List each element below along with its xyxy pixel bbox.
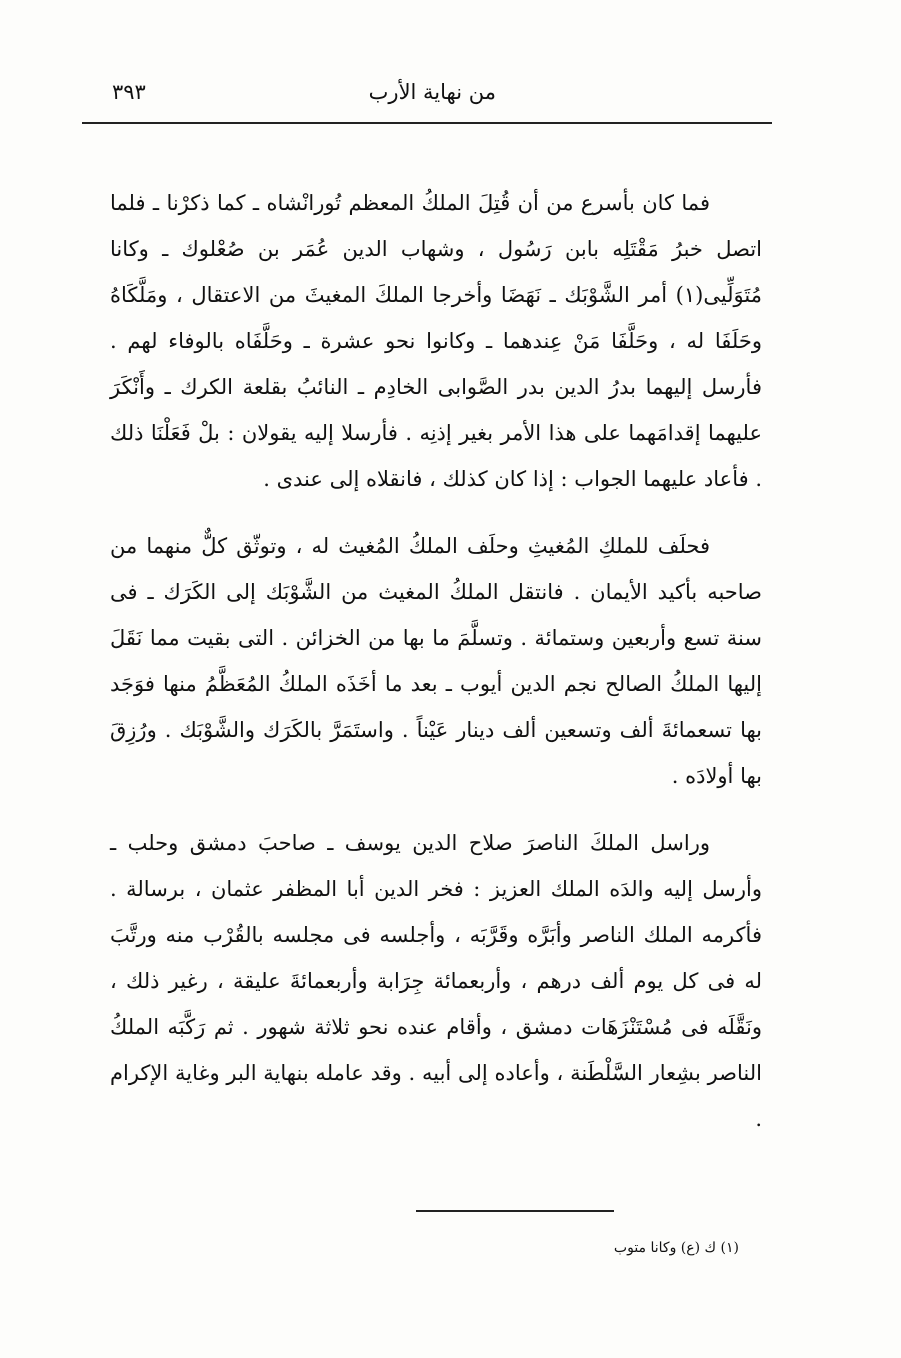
paragraph-2: فحلَف للملكِ المُغيثِ وحلَف الملكُ المُغيث له ، وتوثّق كلٌّ منهما من صاحبه بأكيد الأيمان . فانتقل الملكُ المغيث من الشَّوْبَك إلى الكَرَك ـ فى سنة تسع وأربعين وستمائة . وتسلَّمَ ما بها من الخزائن . التى بقيت مما نَقَلَ إليها الملكُ الصالح نجم الدين أيوب ـ بعد ما أخَذَه الملكُ المُعَظَّمُ منها فوَجَد بها تسعمائةَ ألف وتسعين ألف دينار عَيْناً . واستَمَرَّ بالكَرَك والشَّوْبَك . ورُزِقَ بها أولادَه . [110, 534, 762, 788]
running-head [112, 80, 772, 114]
footnote-rule [416, 1210, 614, 1212]
header-rule [82, 122, 772, 124]
footnote: (١) ك (ع) وكانا متوب [613, 1240, 739, 1256]
running-title: من نهاية الأرب [368, 80, 496, 104]
paragraph-1: فما كان بأسرع من أن قُتِلَ الملكُ المعظم تُورانْشاه ـ كما ذكرْنا ـ فلما اتصل خبرُ مَقْتَلِه بابن رَسُول ، وشهاب الدين عُمَر بن صُعْلوك ـ وكانا مُتَوَلِّيى(١) أمر الشَّوْبَك ـ نَهَضَا وأخرجا الملكَ المغيثَ من الاعتقال ، ومَلَّكَاهُ وحَلَفَا له ، وحَلَّفَا مَنْ عِندهما ـ وكانوا نحو عشرة ـ وحَلَّفَاه بالوفاء لهم . فأرسل إليهما بدرُ الدين بدر الصَّوابى الخادِم ـ النائبُ بقلعة الكرك ـ وأَنْكَرَ عليهما إقدامَهما على هذا الأمر بغير إذنِه . فأرسلا إليه يقولان : بلْ فَعَلْنَا ذلك . فأعاد عليهما الجواب : إذا كان كذلك ، فانقلاه إلى عندى . [110, 191, 762, 491]
page-number: ٣٩٣ [112, 80, 146, 104]
paragraph-3: وراسل الملكَ الناصرَ صلاح الدين يوسف ـ صاحبَ دمشق وحلب ـ وأرسل إليه والدَه الملك العزيز : فخر الدين أبا المظفر عثمان ، برسالة . فأكرمه الملك الناصر وأبَرَّه وقَرَّبَه ، وأجلسه فى مجلسه بالقُرْب منه ورتَّبَ له فى كل يوم ألف درهم ، وأربعمائة جِرَابة وأربعمائةَ عليقة ، رغير ذلك ، ونَقَّلَه فى مُسْتَنْزَهَات دمشق ، وأقام عنده نحو ثلاثة شهور . ثم رَكَّبَه الملكُ الناصر بشِعار السَّلْطَنة ، وأعاده إلى أبيه . وقد عامله بنهاية البر وغاية الإكرام . [110, 831, 762, 1131]
main-text [110, 180, 762, 1163]
